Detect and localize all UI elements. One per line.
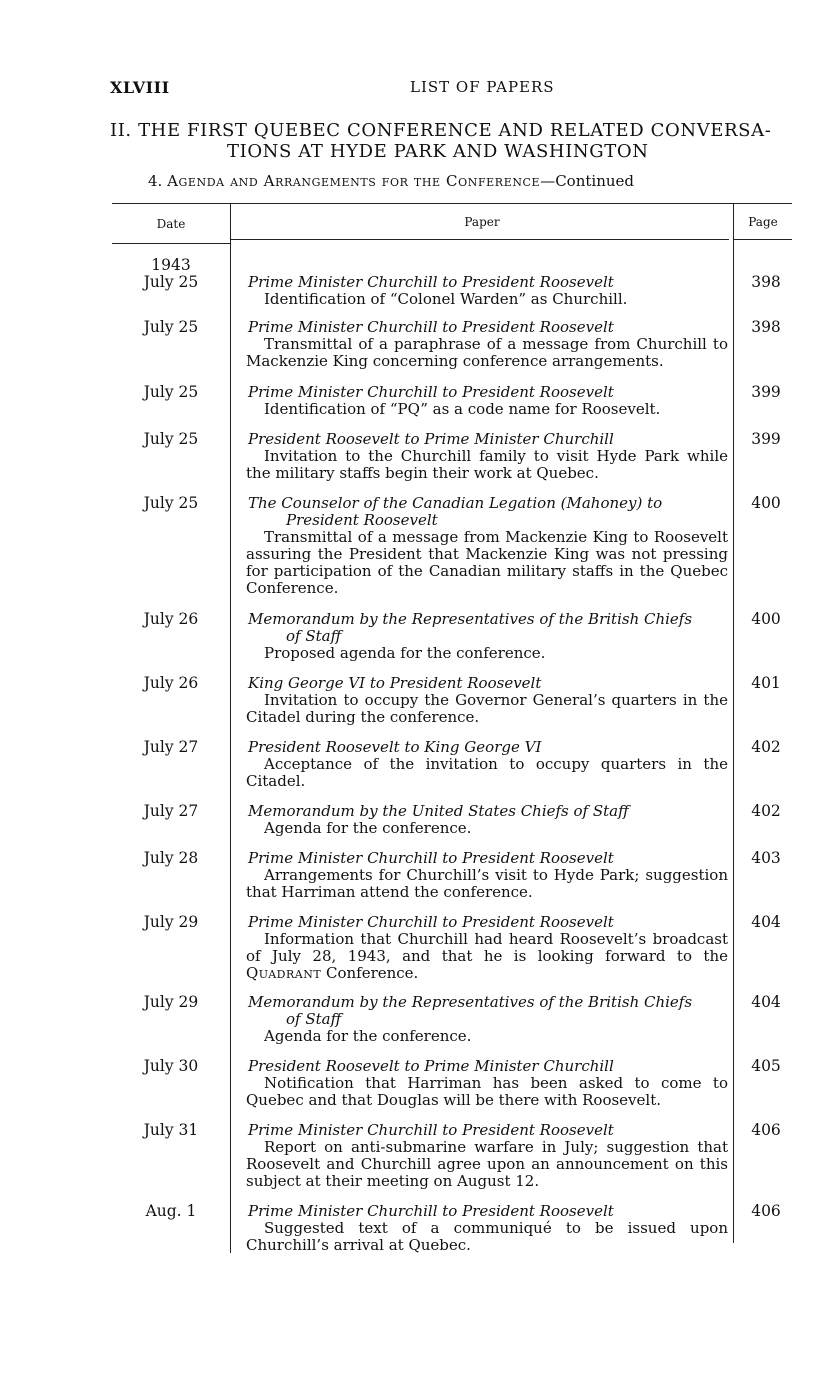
paper-description: Invitation to occupy the Governor General’s quarters in the Citadel during the conference. [246, 691, 728, 726]
paper-entry [246, 994, 728, 1045]
row-date: July 31 [143, 1121, 199, 1139]
paper-description: Arrangements for Churchill’s visit to Hyde Park; suggestion that Harriman attend the conference. [246, 866, 728, 901]
row-date: July 25 [143, 430, 199, 448]
paper-entry [246, 1058, 728, 1109]
subsection-number: 4. [148, 172, 163, 190]
paper-title: Prime Minister Churchill to President Roosevelt [248, 913, 614, 931]
page-ref: 401 [751, 674, 781, 692]
paper-title-continued: of Staff [286, 627, 342, 645]
paper-column-left-rule [230, 203, 231, 1253]
paper-title-continued: President Roosevelt [286, 511, 438, 529]
row-date: July 25 [143, 494, 199, 512]
date-column-header: Date [156, 217, 186, 231]
paper-description: Identification of “PQ” as a code name for Roosevelt. [264, 400, 661, 418]
paper-title: Memorandum by the Representatives of the British Chiefs of Staff [246, 994, 728, 1028]
paper-description: Invitation to the Churchill family to visit Hyde Park while the military staffs begin their work at Quebec. [246, 447, 728, 482]
page-ref: 398 [751, 273, 781, 291]
page-ref: 403 [751, 849, 781, 867]
paper-entry [246, 803, 728, 837]
paper-entry [246, 319, 728, 370]
row-date: July 27 [143, 802, 199, 820]
row-date: July 28 [143, 849, 199, 867]
page-header-rule [734, 239, 792, 240]
section-title-line-1: II. THE FIRST QUEBEC CONFERENCE AND RELATED CONVERSA- [110, 120, 772, 141]
page-number: XLVIII [110, 78, 170, 97]
paper-entry [246, 495, 728, 597]
papers-table [112, 203, 792, 1253]
paper-description: Transmittal of a message from Mackenzie King to Roosevelt assuring the President that Mackenzie King was not pressing for participation of the Canadian military staffs in the Quebec Conference. [246, 528, 728, 597]
paper-title: President Roosevelt to Prime Minister Churchill [248, 430, 614, 448]
year-label: 1943 [151, 256, 191, 274]
paper-title: King George VI to President Roosevelt [248, 674, 542, 692]
paper-title: Prime Minister Churchill to President Roosevelt [248, 1121, 614, 1139]
paper-entry [246, 274, 728, 308]
page-ref: 402 [751, 802, 781, 820]
paper-title: Prime Minister Churchill to President Roosevelt [248, 1202, 614, 1220]
paper-title-continued: of Staff [286, 1010, 342, 1028]
paper-title: Memorandum by the Representatives of the British Chiefs of Staff [246, 611, 728, 645]
paper-title: Prime Minister Churchill to President Roosevelt [248, 383, 614, 401]
paper-entry [246, 1122, 728, 1190]
paper-entry [246, 1203, 728, 1254]
row-date: July 25 [143, 318, 199, 336]
paper-description: Notification that Harriman has been asked to come to Quebec and that Douglas will be there with Roosevelt. [246, 1074, 728, 1109]
page-ref: 400 [751, 494, 781, 512]
paper-column-right-rule [733, 203, 734, 1243]
paper-title: The Counselor of the Canadian Legation (Mahoney) to President Roosevelt [246, 495, 728, 529]
paper-entry [246, 739, 728, 790]
paper-description: Transmittal of a paraphrase of a message from Churchill to Mackenzie King concerning conference arrangements. [246, 335, 728, 370]
row-date: July 26 [143, 610, 199, 628]
paper-description: Agenda for the conference. [264, 819, 472, 837]
row-date: July 29 [143, 913, 199, 931]
page-ref: 404 [751, 993, 781, 1011]
paper-description: Proposed agenda for the conference. [264, 644, 546, 662]
page-header [110, 78, 790, 100]
page-ref: 405 [751, 1057, 781, 1075]
table-top-rule [112, 203, 792, 204]
paper-title: President Roosevelt to King George VI [248, 738, 542, 756]
page-ref: 399 [751, 430, 781, 448]
paper-header-rule [231, 239, 729, 240]
paper-title: Prime Minister Churchill to President Roosevelt [248, 318, 614, 336]
paper-description: Information that Churchill had heard Roosevelt’s broadcast of July 28, 1943, and that he is looking forward to the Quadrant Conference. [246, 930, 728, 982]
row-date: Aug. 1 [145, 1202, 197, 1220]
subsection-heading [148, 172, 634, 190]
paper-entry [246, 914, 728, 982]
page-ref: 398 [751, 318, 781, 336]
row-date: 1943 July 25 [143, 256, 199, 291]
paper-description: Report on anti-submarine warfare in July; suggestion that Roosevelt and Churchill agree upon an announcement on this subject at their meeting on August 12. [246, 1138, 728, 1190]
row-date: July 30 [143, 1057, 199, 1075]
row-date: July 25 [143, 383, 199, 401]
page-ref: 399 [751, 383, 781, 401]
paper-entry [246, 675, 728, 726]
paper-entry [246, 850, 728, 901]
paper-entry [246, 611, 728, 662]
row-date: July 29 [143, 993, 199, 1011]
paper-entry [246, 384, 728, 418]
section-title [110, 120, 800, 162]
paper-title: President Roosevelt to Prime Minister Churchill [248, 1057, 614, 1075]
date-header-rule [112, 243, 230, 244]
paper-title: Prime Minister Churchill to President Roosevelt [248, 273, 614, 291]
page-ref: 406 [751, 1202, 781, 1220]
paper-description: Suggested text of a communiqué to be issued upon Churchill’s arrival at Quebec. [246, 1219, 728, 1254]
code-name-quadrant: Quadrant [246, 964, 322, 982]
subsection-suffix: —Continued [540, 172, 634, 190]
paper-description: Agenda for the conference. [264, 1027, 472, 1045]
section-title-line-2: TIONS AT HYDE PARK AND WASHINGTON [227, 141, 649, 162]
page-column-header: Page [748, 215, 778, 229]
paper-column-header: Paper [464, 215, 500, 229]
row-date: July 27 [143, 738, 199, 756]
paper-title: Prime Minister Churchill to President Roosevelt [248, 849, 614, 867]
page-ref: 400 [751, 610, 781, 628]
paper-description: Acceptance of the invitation to occupy quarters in the Citadel. [246, 755, 728, 790]
row-date: July 26 [143, 674, 199, 692]
paper-entry [246, 431, 728, 482]
subsection-title: Agenda and Arrangements for the Conference [167, 172, 541, 190]
page-ref: 402 [751, 738, 781, 756]
page-ref: 406 [751, 1121, 781, 1139]
paper-description: Identification of “Colonel Warden” as Churchill. [264, 290, 628, 308]
running-head: LIST OF PAPERS [410, 78, 555, 96]
paper-title: Memorandum by the United States Chiefs of Staff [248, 802, 629, 820]
page-ref: 404 [751, 913, 781, 931]
